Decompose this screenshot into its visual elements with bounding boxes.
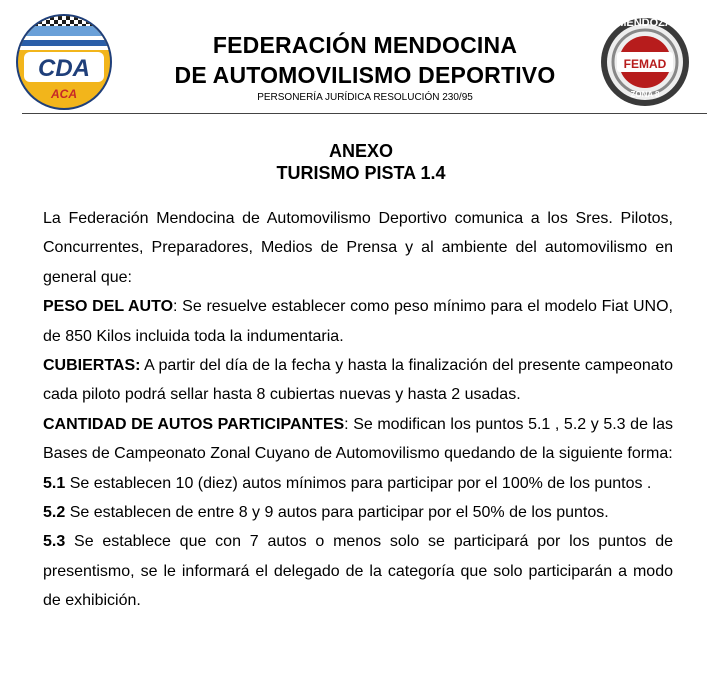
- cubiertas-paragraph: [43, 351, 673, 410]
- title-line-2: DE AUTOMOVILISMO DEPORTIVO: [174, 62, 556, 88]
- cantidad-text: : Se modifican los puntos 5.1 , 5.2 y 5.3 de las Bases de Campeonato Zonal Cuyano de Automovilismo quedando de la siguiente forma:: [43, 415, 673, 463]
- point-5-2-text: Se establecen de entre 8 y 9 autos para participar por el 50% de los puntos.: [65, 504, 609, 522]
- legal-subtitle: PERSONERÍA JURÍDICA RESOLUCIÓN 230/95: [257, 92, 473, 103]
- cubiertas-label: CUBIERTAS:: [43, 357, 141, 375]
- heading-line-1: ANEXO: [328, 141, 393, 161]
- logo-left-subtext: ACA: [51, 87, 77, 101]
- letterhead: [0, 0, 722, 114]
- point-5-2-paragraph: [43, 498, 673, 527]
- point-5-1-text: Se establecen 10 (diez) autos mínimos para participar por el 100% de los puntos .: [65, 474, 652, 492]
- peso-text: : Se resuelve establecer como peso mínimo para el modelo Fiat UNO, de 850 Kilos incluida toda la indumentaria.: [43, 298, 673, 345]
- organization-title: [130, 30, 600, 105]
- document-heading: [0, 140, 722, 184]
- point-5-3-text: Se establece que con 7 autos o menos solo se participará por los puntos de presentismo, se le informará el delegado de la categoría que solo participarán a modo de exhibición.: [43, 533, 673, 610]
- title-line-1: FEDERACIÓN MENDOCINA: [212, 32, 518, 58]
- logo-left-text: CDA: [38, 55, 90, 82]
- logo-right-bottom-text: ZONA 8: [630, 90, 660, 99]
- heading-line-2: TURISMO PISTA 1.4: [276, 163, 446, 183]
- point-5-2-label: 5.2: [43, 504, 66, 522]
- logo-right-center-text: FEMAD: [623, 57, 667, 71]
- peso-paragraph: [43, 292, 673, 351]
- point-5-1-paragraph: [43, 469, 673, 498]
- point-5-3-paragraph: [43, 527, 673, 615]
- header-divider: [22, 113, 707, 114]
- cantidad-paragraph: [43, 410, 673, 469]
- cda-logo-icon: [14, 12, 114, 112]
- point-5-3-label: 5.3: [43, 533, 66, 551]
- logo-right-top-text: MENDOZA: [617, 17, 673, 29]
- cantidad-label: CANTIDAD DE AUTOS PARTICIPANTES: [43, 415, 345, 433]
- cubiertas-text: A partir del día de la fecha y hasta la finalización del presente campeonato cada piloto podrá sellar hasta 8 cubiertas nuevas y hasta 2 usadas.: [43, 357, 673, 404]
- point-5-1-label: 5.1: [43, 474, 66, 492]
- femad-logo-icon: [600, 12, 690, 108]
- peso-label: PESO DEL AUTO: [43, 298, 174, 316]
- intro-paragraph: La Federación Mendocina de Automovilismo Deportivo comunica a los Sres. Pilotos, Concurrentes, Preparadores, Medios de Prensa y al ambiente del automovilismo en general que:: [43, 210, 673, 286]
- document-body: [43, 204, 673, 616]
